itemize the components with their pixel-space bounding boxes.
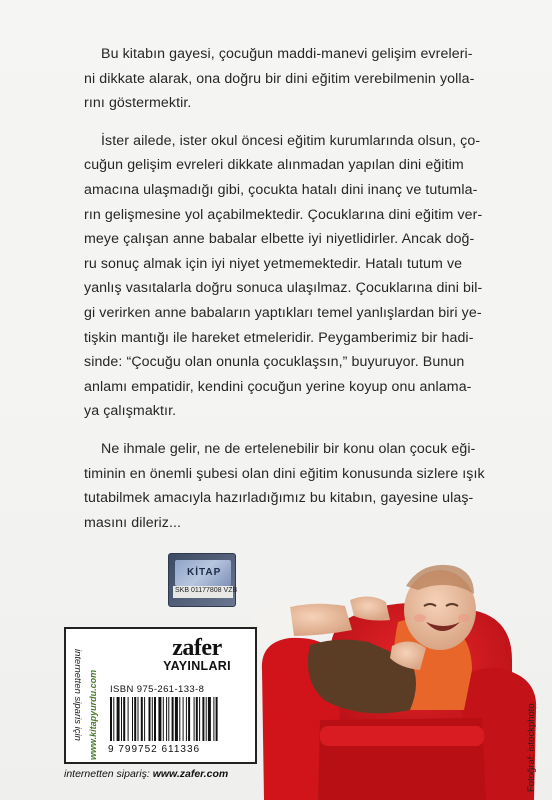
logo-sub-text: YAYINLARI [163,659,231,673]
order-url-prefix: internetten sipariş: [64,768,153,780]
paragraph-1 [84,42,474,116]
text-line: tutabilmek amacıyla hazırladığımız bu kitabın, gayesine ulaş- [84,490,474,507]
publisher-logo [152,637,242,673]
kitapyurdu-url-text: www.kitapyurdu.com [88,669,98,760]
order-url-line [64,768,228,780]
text-line: amacına ulaşmadığı gibi, çocukta hatalı dini inanç ve tutumla- [84,181,478,198]
kitapyurdu-url-vertical [88,645,102,760]
text-line: ya çalışmaktır. [84,403,177,420]
back-cover-text [84,42,485,535]
text-line: rın gelişmesine yol açabilmektedir. Çocuklarına dini eğitim ver- [84,206,483,223]
text-line: Ne ihmale gelir, ne de ertelenebilir bir konu olan çocuk eği- [101,440,476,457]
photo-credit-vertical [526,688,540,792]
store-sticker [168,553,236,607]
logo-main-text: zafer [172,635,222,661]
text-line: tişkin mantığı ile hareket etmeleridir. Peygamberimiz bir hadi- [84,329,474,346]
text-line: gi verirken anne babaların yaptıkları temel yanlışlardan biri ye- [84,304,482,321]
text-line: sinde: “Çocuğu olan onunla çocuklaşsın,” buyuruyor. Bunun [84,354,465,371]
order-note-vertical [69,649,83,759]
text-line: timinin en önemli şubesi olan dini eğitim konusunda sizlere ışık [84,465,485,482]
photo-credit-text: Fotoğraf: istockphoto [526,703,537,792]
text-line: ru sonuç almak için iyi niyet yetmemektedir. Hatalı tutum ve [84,255,463,272]
sticker-code: SKB 01177808 VZB [175,587,238,594]
hologram-label [175,560,231,586]
isbn-text: ISBN 975-261-133-8 [110,684,205,695]
baby-sock [252,604,294,642]
barcode-bars [110,697,251,741]
text-line: rını göstermektir. [84,95,192,112]
order-note-text: internetten siparis için [72,649,83,741]
text-line: İster ailede, ister okul öncesi eğitim kurumlarında olsun, ço- [101,132,481,149]
barcode-box [64,627,257,764]
order-url-link[interactable]: www.zafer.com [152,768,229,780]
sticker-title: KİTAP [187,567,222,578]
paragraph-2 [84,129,483,424]
barcode-number: 9 799752 611336 [108,744,201,755]
text-line: yanlış vasıtalarla doğru sonuca ulaşılmaz. Çocuklarına dini bil- [84,280,483,297]
text-line: cuğun gelişim evreleri dikkate alınmadan yapılan dini eğitim [84,157,464,174]
text-line: anlamı empatidir, kendini çocuğun yerine koyup onu anlama- [84,378,472,395]
text-line: masını dileriz... [84,514,182,531]
text-line: Bu kitabın gayesi, çocuğun maddi-manevi gelişim evreleri- [101,46,473,62]
baby-on-red-chair-photo [250,550,552,800]
paragraph-3 [84,437,485,535]
text-line: meye çalışan anne babalar elbette iyi niyetlidirler. Ancak doğ- [84,231,475,248]
text-line: ni dikkate alarak, ona doğru bir dini eğitim verebilmenin yolla- [84,70,475,87]
sticker-code-strip [173,586,238,598]
